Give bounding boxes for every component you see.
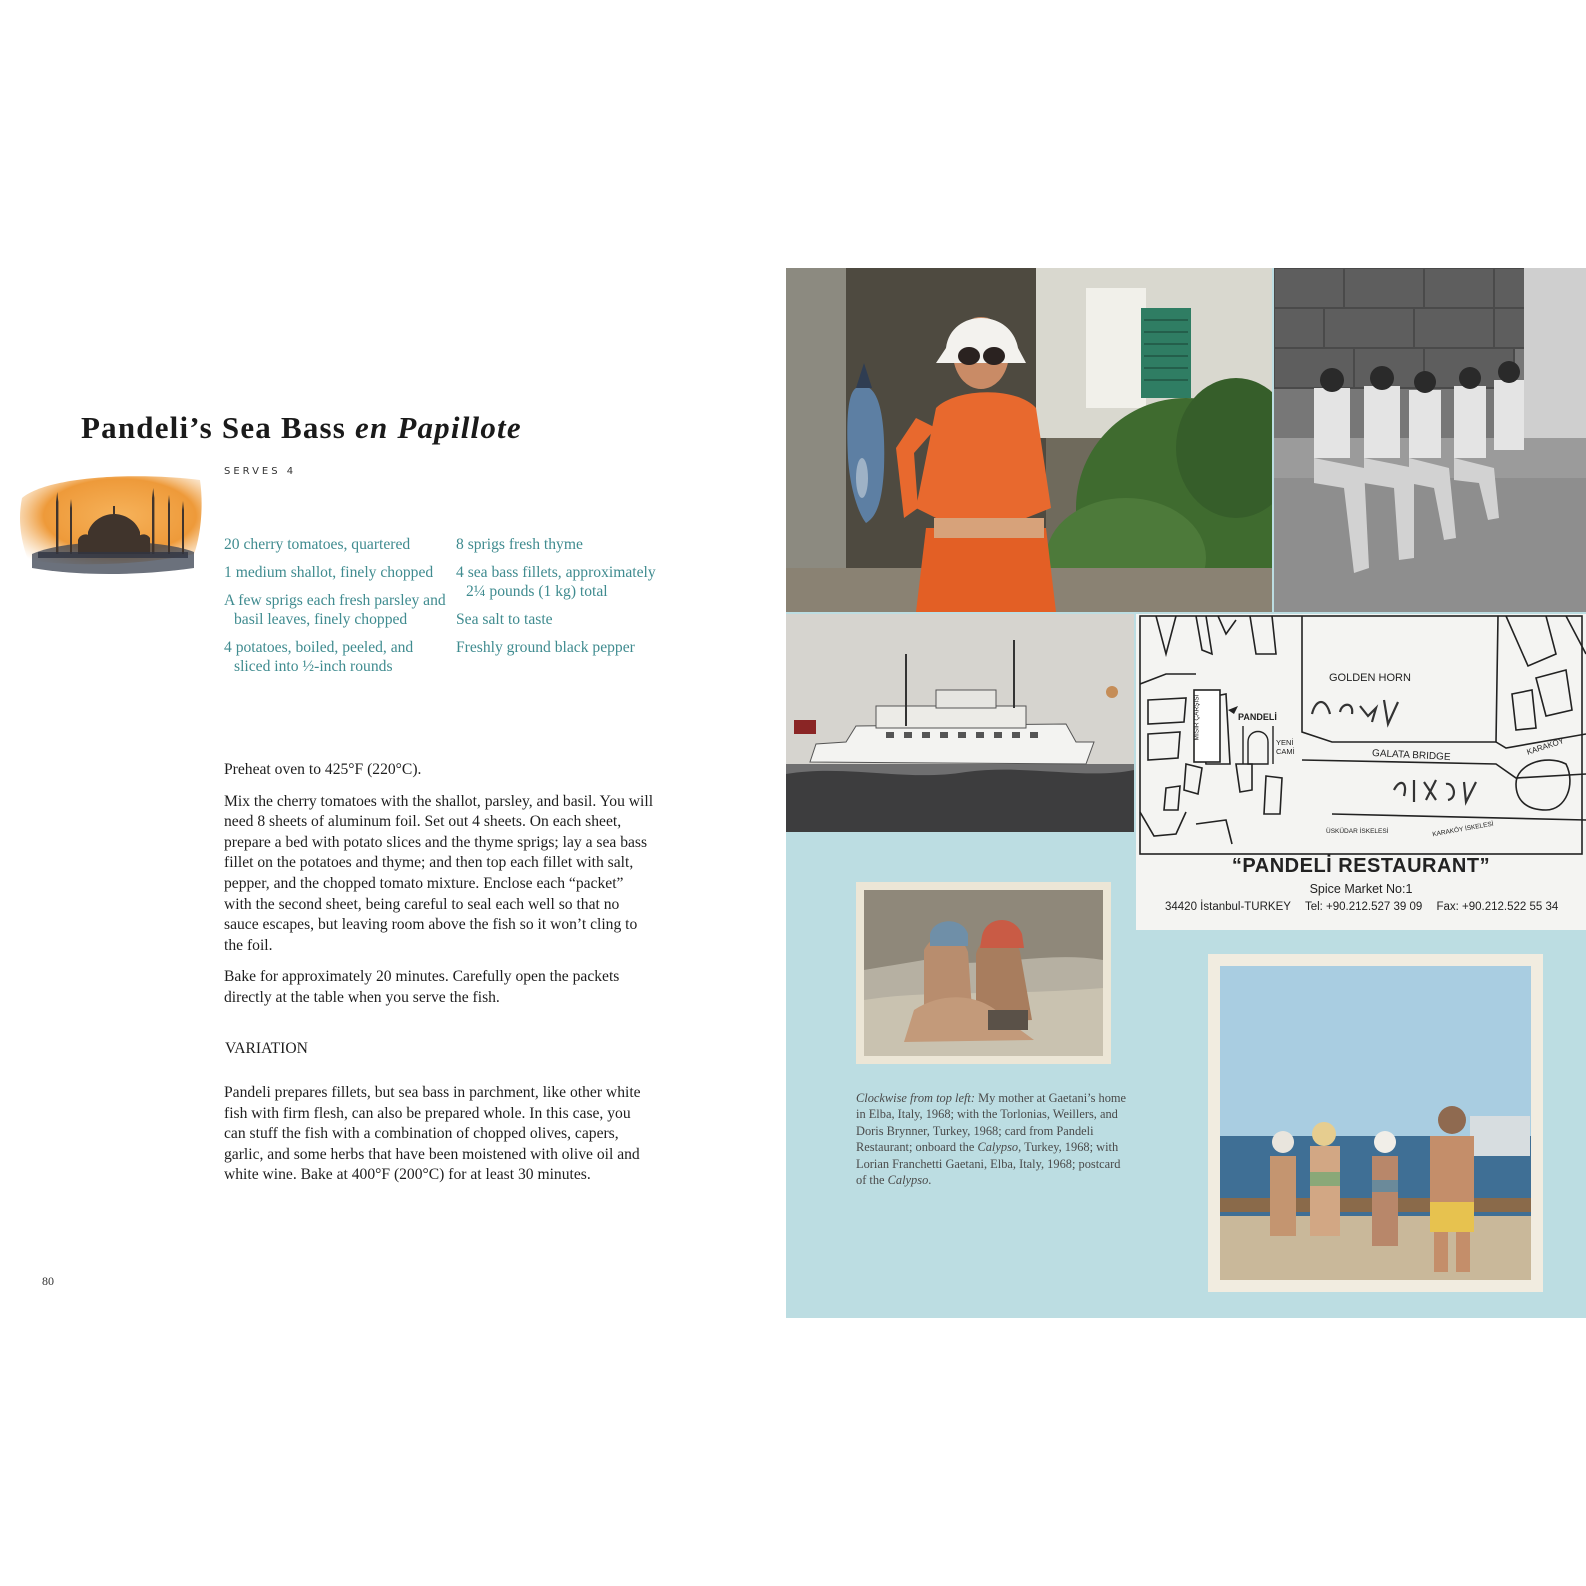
recipe-title-italic: en Papillote: [355, 410, 522, 445]
caption-ship-2: Calypso: [887, 1173, 929, 1188]
ingredient-item: 1 medium shallot, finely chopped: [224, 564, 434, 581]
method-step: Preheat oven to 425°F (220°C).: [224, 761, 422, 778]
restaurant-city: 34420 İstanbul-TURKEY: [1165, 901, 1291, 913]
ingredients-column-2: [456, 535, 666, 666]
map-label-yeni-cami: YENİ CAMİ: [1276, 738, 1295, 756]
photo-group-on-deck: [1208, 954, 1543, 1292]
page-number: 80: [42, 1274, 54, 1288]
photo-women-on-rocks: [856, 882, 1111, 1064]
caption-text-2: , Turkey, 1968; with Lorian Franchetti Gaetani, Elba, Italy, 1968; postcard of the: [856, 1140, 1121, 1188]
ingredient-item: 4 potatoes, boiled, peeled, and sliced into ½-inch rounds: [224, 639, 414, 675]
map-label-galata-bridge: GALATA BRIDGE: [1371, 747, 1451, 764]
ingredients-column-1: [224, 535, 446, 685]
pandeli-restaurant-card: [1136, 614, 1586, 930]
map-label-karakoy-iskelesi: KARAKÖY İSKELESİ: [1431, 820, 1495, 839]
photo-spread: [786, 268, 1586, 1318]
recipe-title: [81, 410, 731, 446]
ingredient-item: Freshly ground black pepper: [456, 639, 635, 656]
restaurant-address: Spice Market No:1: [1309, 882, 1413, 896]
method-step: Bake for approximately 20 minutes. Carefully open the packets directly at the table when you serve the fish.: [224, 968, 620, 1006]
ingredient-item: 20 cherry tomatoes, quartered: [224, 536, 411, 553]
photo-group-bw: [1274, 268, 1586, 612]
map-label-karakoy: KARAKÖY: [1525, 736, 1566, 757]
map-label-misir-carsisi: MISIR ÇARŞISI: [1193, 694, 1201, 741]
ingredient-item: 4 sea bass fillets, approximately 2¼ pounds (1 kg) total: [456, 564, 656, 600]
variation-section: [224, 1083, 654, 1197]
map-label-pandeli: PANDELİ: [1238, 712, 1277, 722]
method-section: [224, 760, 654, 1020]
method-step: Mix the cherry tomatoes with the shallot, parsley, and basil. You will need 8 sheets of aluminum foil. Set out 4 sheets. On each sheet, prepare a bed with potato slices and the thyme sprigs; lay a sea bass fillet on the potatoes and thyme; and then top each fillet with salt, pepper, and the chopped tomato mixture. Enclose each “packet” with the second sheet, being careful to seal each well so that no sauce escapes, but leaving room above the fish so it won’t cling to the foil.: [224, 792, 654, 954]
photo-yacht: [786, 614, 1134, 832]
restaurant-fax: Fax: +90.212.522 55 34: [1436, 901, 1559, 913]
restaurant-tel: Tel: +90.212.527 39 09: [1304, 901, 1423, 913]
istanbul-skyline-illustration: [18, 468, 204, 580]
serves-label: SERVES 4: [224, 466, 297, 477]
ingredient-item: A few sprigs each fresh parsley and basil leaves, finely chopped: [224, 592, 446, 628]
map-label-uskudar: ÜSKÜDAR İSKELESİ: [1326, 828, 1389, 835]
photo-caption: [856, 1090, 1128, 1188]
recipe-title-main: Pandeli’s Sea Bass: [81, 410, 355, 445]
caption-ship-1: Calypso: [977, 1140, 1019, 1155]
caption-lead: Clockwise from top left:: [856, 1091, 975, 1105]
caption-text-3: .: [928, 1173, 932, 1188]
ingredient-item: Sea salt to taste: [456, 611, 553, 628]
variation-text: Pandeli prepares fillets, but sea bass in parchment, like other white fish with firm flesh, can also be prepared whole. In this case, you can stuff the fish with a combination of chopped olives, capers, garlic, and some herbs that have been moistened with olive oil and white wine. Bake at 400°F (200°C) for at least 30 minutes.: [224, 1084, 641, 1184]
variation-heading: VARIATION: [225, 1040, 308, 1057]
restaurant-contact: [1165, 901, 1585, 913]
ingredient-item: 8 sprigs fresh thyme: [456, 536, 583, 553]
photo-woman-with-fish: [786, 268, 1272, 612]
map-label-golden-horn: GOLDEN HORN: [1329, 672, 1411, 684]
caption-text-1: My mother at Gaetani’s home in Elba, Italy, 1968; with the Torlonias, Weillers, and Doris Brynner, Turkey, 1968; card from Pandeli Restaurant; onboard the: [856, 1091, 1127, 1155]
restaurant-name: “PANDELİ RESTAURANT”: [1231, 855, 1491, 877]
